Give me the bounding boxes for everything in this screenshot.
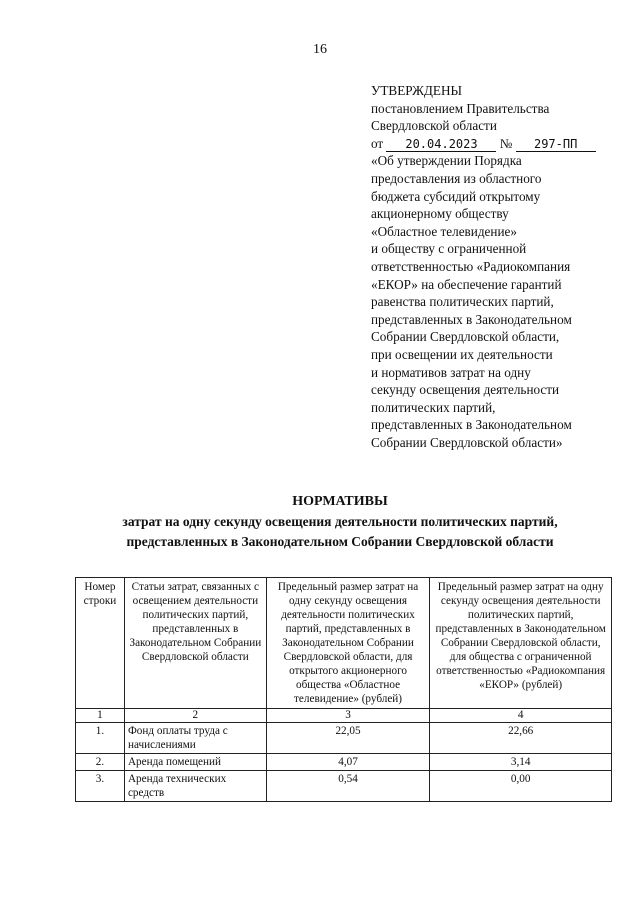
limit-otv-value: 22,05 (266, 723, 430, 754)
decree-title-line: ответственностью «Радиокомпания (371, 258, 571, 274)
limit-ekor-value: 22,66 (430, 723, 612, 754)
decree-title-line: бюджета субсидий открытому (371, 188, 541, 204)
decree-title-line: «Областное телевидение» (371, 223, 517, 239)
decree-title-line: и нормативов затрат на одну (371, 364, 531, 380)
approval-block (371, 82, 633, 451)
decree-title-line: предоставления из областного (371, 170, 542, 186)
decree-title-line: представленных в Законодательном (371, 417, 572, 433)
decree-title-line: «ЕКОР» на обеспечение гарантий (371, 276, 562, 292)
cost-item: Аренда технических средств (124, 771, 266, 802)
row-number: 1. (76, 723, 125, 754)
date-prefix: от (371, 135, 384, 151)
norms-table (75, 577, 612, 802)
header-limit-ekor: Предельный размер затрат на одну секунду освещения деятельности политических партий, представленных в Законодательном Собрании Свердловской области, для общества с ограниченной ответственностью «Радиокомпания «ЕКОР» (рублей) (430, 578, 612, 709)
limit-otv-value: 4,07 (266, 754, 430, 771)
limit-ekor-value: 3,14 (430, 754, 612, 771)
column-number-row (76, 709, 612, 723)
column-number: 3 (266, 709, 430, 723)
document-title: НОРМАТИВЫ (292, 494, 388, 509)
approval-date-line (371, 135, 633, 153)
header-cost-item: Статьи затрат, связанных с освещением деятельности политических партий, представленных в Законодательном Собрании Свердловской области (124, 578, 266, 709)
decree-title-line: «Об утверждении Порядка (371, 153, 522, 169)
column-number: 1 (76, 709, 125, 723)
header-limit-otv: Предельный размер затрат на одну секунду освещения деятельности политических партий, представленных в Законодательном Собрании Свердловской области, для открытого акционерного общества «Областное телевидение» (рублей) (266, 578, 430, 709)
decree-title-line: и обществу с ограниченной (371, 241, 527, 257)
decree-number: 297-ПП (516, 137, 596, 152)
document-subtitle-line-1: затрат на одну секунду освещения деятельности политических партий, (122, 514, 558, 529)
column-number: 4 (430, 709, 612, 723)
table-row (76, 771, 612, 802)
row-number: 2. (76, 754, 125, 771)
decree-title-line: представленных в Законодательном (371, 311, 572, 327)
decree-title-line: при освещении их деятельности (371, 346, 553, 362)
decree-date: 20.04.2023 (386, 137, 496, 152)
approval-line-1: постановлением Правительства (371, 100, 550, 116)
row-number: 3. (76, 771, 125, 802)
table-header-row (76, 578, 612, 709)
decree-title-line: Собрании Свердловской области» (371, 434, 563, 450)
decree-title-line: секунду освещения деятельности (371, 382, 560, 398)
limit-ekor-value: 0,00 (430, 771, 612, 802)
number-sign: № (499, 135, 513, 151)
approval-line-2: Свердловской области (371, 118, 497, 134)
page-number: 16 (313, 42, 327, 57)
limit-otv-value: 0,54 (266, 771, 430, 802)
decree-title-line: Собрании Свердловской области, (371, 329, 560, 345)
document-subtitle-line-2: представленных в Законодательном Собрании Свердловской области (126, 534, 554, 549)
cost-item: Фонд оплаты труда с начислениями (124, 723, 266, 754)
header-row-number: Номер строки (76, 578, 125, 709)
decree-title-line: акционерному обществу (371, 206, 509, 222)
decree-title-line: политических партий, (371, 399, 496, 415)
table-row (76, 723, 612, 754)
document-heading (60, 492, 620, 552)
approval-heading: УТВЕРЖДЕНЫ (371, 83, 463, 98)
column-number: 2 (124, 709, 266, 723)
table-row (76, 754, 612, 771)
cost-item: Аренда помещений (124, 754, 266, 771)
decree-title-line: равенства политических партий, (371, 294, 554, 310)
